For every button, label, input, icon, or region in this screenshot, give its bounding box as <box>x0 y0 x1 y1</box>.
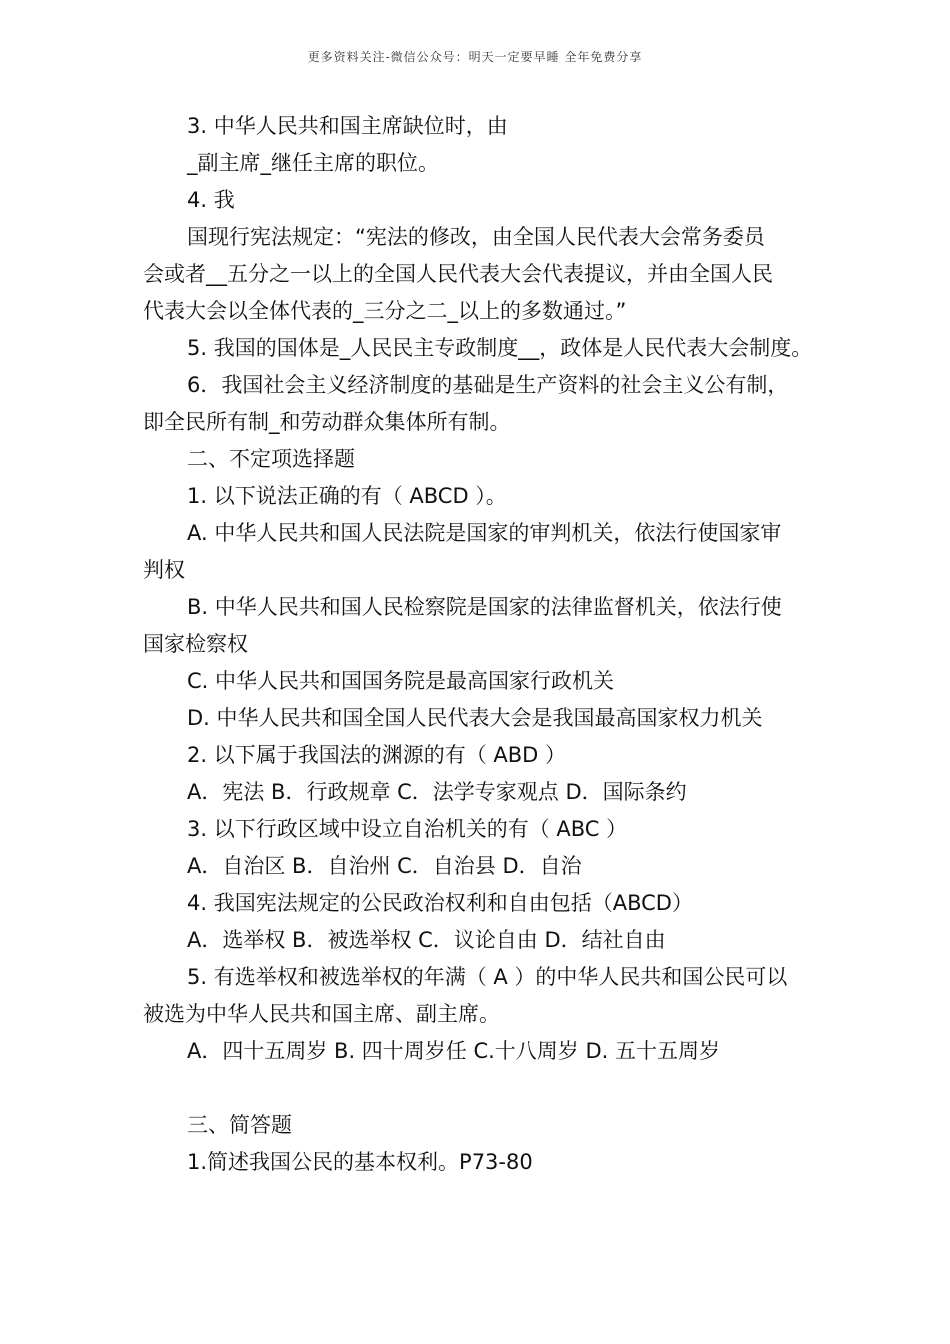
option-line: C. 中华人民共和国国务院是最高国家行政机关 <box>187 669 615 693</box>
section-heading: 二、不定项选择题 <box>187 447 355 471</box>
option-line: D. 中华人民共和国全国人民代表大会是我国最高国家权力机关 <box>187 706 763 730</box>
option-line: A. 中华人民共和国人民法院是国家的审判机关，依法行使国家审 <box>187 521 782 545</box>
question-line: 4. 我国宪法规定的公民政治权利和自由包括（ABCD） <box>187 891 693 915</box>
question-line: 1. 以下说法正确的有（ ABCD ）。 <box>187 484 507 508</box>
question-line: 3. 以下行政区域中设立自治机关的有（ ABC ） <box>187 817 628 841</box>
text-line: 3. 中华人民共和国主席缺位时，由 <box>187 114 508 138</box>
option-line: A．选举权 B．被选举权 C．议论自由 D．结社自由 <box>187 928 666 952</box>
text-line: 即全民所有制_和劳动群众集体所有制。 <box>143 410 511 434</box>
option-line: 判权 <box>143 558 185 582</box>
text-line: 6．我国社会主义经济制度的基础是生产资料的社会主义公有制， <box>187 373 789 397</box>
option-line: A．宪法 B．行政规章 C．法学专家观点 D．国际条约 <box>187 780 687 804</box>
text-line: 4. 我 <box>187 188 235 212</box>
page-header: 更多资料关注-微信公众号：明天一定要早睡 全年免费分享 <box>307 50 643 64</box>
question-line: 2. 以下属于我国法的渊源的有（ ABD ） <box>187 743 567 767</box>
option-line: A．自治区 B．自治州 C．自治县 D．自治 <box>187 854 582 878</box>
option-line: B. 中华人民共和国人民检察院是国家的法律监督机关，依法行使 <box>187 595 782 619</box>
blank-gap <box>143 1070 823 1107</box>
text-line: _副主席_继任主席的职位。 <box>187 151 439 175</box>
text-line: 代表大会以全体代表的_三分之二_以上的多数通过。” <box>143 299 627 323</box>
text-line: 会或者__五分之一以上的全国人民代表大会代表提议，并由全国人民 <box>143 262 773 286</box>
text-line: 5. 我国的国体是_人民民主专政制度__，政体是人民代表大会制度。 <box>187 336 813 360</box>
text-line: 国现行宪法规定：“宪法的修改，由全国人民代表大会常务委员 <box>187 225 765 249</box>
document-body <box>143 108 823 1181</box>
question-line: 1.简述我国公民的基本权利。P73-80 <box>187 1150 533 1174</box>
question-line: 5. 有选举权和被选举权的年满（ A ）的中华人民共和国公民可以 <box>187 965 788 989</box>
section-heading: 三、简答题 <box>187 1113 292 1137</box>
question-line: 被选为中华人民共和国主席、副主席。 <box>143 1002 500 1026</box>
option-line: 国家检察权 <box>143 632 248 656</box>
option-line: A．四十五周岁 B. 四十周岁任 C.十八周岁 D. 五十五周岁 <box>187 1039 721 1063</box>
